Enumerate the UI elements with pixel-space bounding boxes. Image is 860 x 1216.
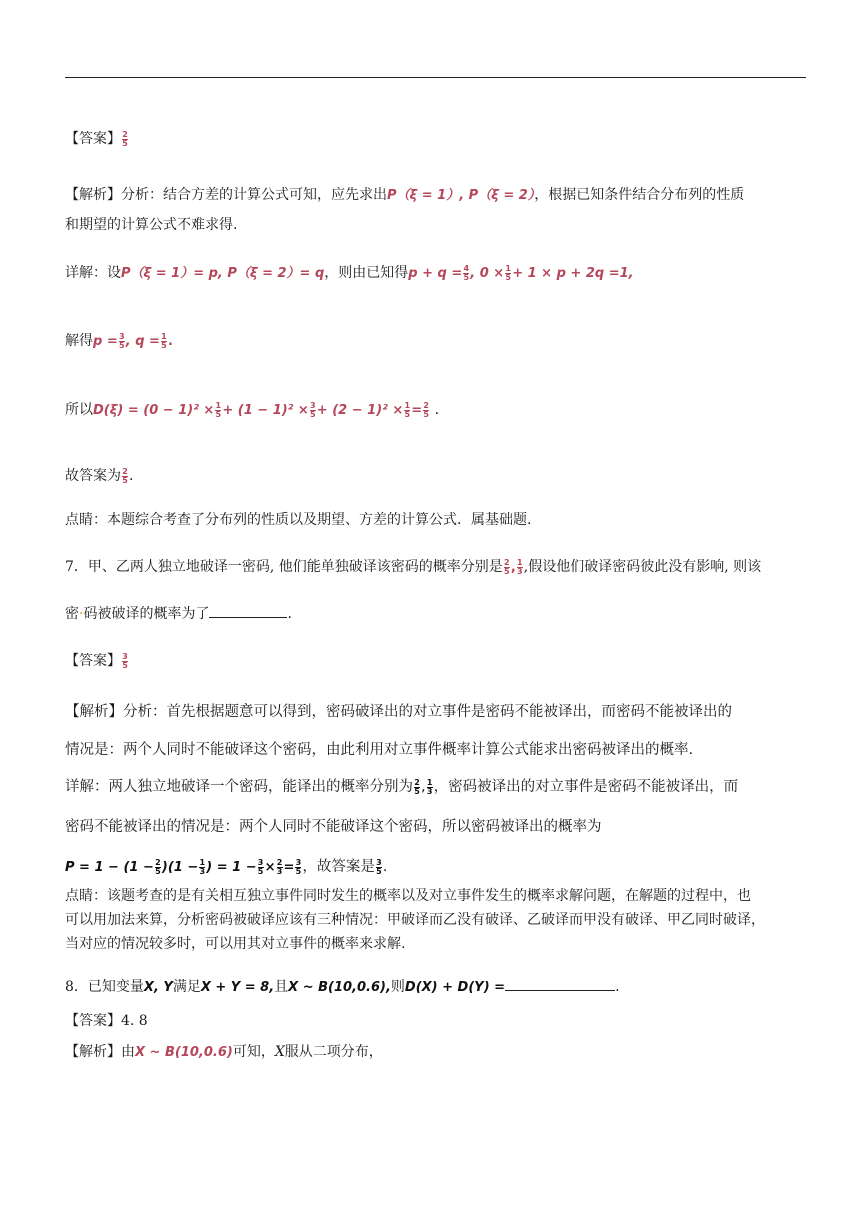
q7-comment-line2: 可以用加法来算，分析密码被破译应该有三种情况：甲破译而乙没有破译、乙破译而甲没有破译、甲乙同时破译， bbox=[65, 912, 765, 928]
q6-answer-line bbox=[65, 129, 129, 149]
q8-answer-line: 【答案】4. 8 bbox=[65, 1013, 148, 1029]
q6-final-line: 故答案为 $\frac{2}{5}$ . bbox=[65, 466, 134, 485]
q6-variance-line: 所以D(ξ) = (0 − 1)² × $\frac{1}{5}$ + (1 − 1)² × $\frac{3}{5}$ + (2 − 1)² × $\frac{1}{5}$ = $\frac{2}{5}$ . bbox=[65, 400, 440, 419]
answer-blank bbox=[209, 603, 287, 618]
q6-detail-line: 详解：设P（ξ = 1）= p, P（ξ = 2）= q，则由已知得p + q = $\frac{4}{5}$ , 0 × $\frac{1}{5}$ + 1 × p + 2q =1, bbox=[65, 263, 634, 282]
q8-question-line: 8．已知变量X, Y满足X + Y = 8,且X ~ B(10,0.6),则D(X) + D(Y) = . bbox=[65, 976, 620, 998]
q7-answer-line: 【答案】 $\frac{3}{5}$ bbox=[65, 651, 128, 670]
q7-detail-line2: 密码不能被译出的情况是：两个人同时不能破译这个密码，所以密码被译出的概率为 bbox=[65, 819, 602, 835]
header-rule bbox=[65, 77, 806, 78]
q6-analysis-line2: 和期望的计算公式不难求得. bbox=[65, 217, 238, 233]
answer-blank bbox=[505, 976, 615, 991]
answer-label: 【答案】 bbox=[65, 131, 121, 147]
q7-analysis-line2: 情况是：两个人同时不能破译这个密码，由此利用对立事件概率计算公式能求出密码被译出的概率. bbox=[65, 742, 694, 758]
q7-question-line2: 密·码被破译的概率为了 . bbox=[65, 603, 292, 624]
q7-detail-line1: 详解：两人独立地破译一个密码，能译出的概率分别为 $\frac{2}{5}$ , $\frac{1}{3}$ ，密码被译出的对立事件是密码不能被译出，而 bbox=[65, 777, 739, 796]
answer-fraction: $\frac{2}{5}$ bbox=[122, 129, 128, 148]
q6-solve-line: 解得p = $\frac{3}{5}$ , q = $\frac{1}{5}$ . bbox=[65, 331, 173, 350]
q6-comment: 点睛：本题综合考查了分布列的性质以及期望、方差的计算公式．属基础题. bbox=[65, 512, 532, 528]
q7-analysis-line1: 【解析】分析：首先根据题意可以得到，密码破译出的对立事件是密码不能被译出，而密码不能被译出的 bbox=[65, 704, 732, 720]
q7-comment-line1: 点睛：该题考查的是有关相互独立事件同时发生的概率以及对立事件发生的概率求解问题，在解题的过程中，也 bbox=[65, 888, 751, 904]
q7-comment-line3: 当对应的情况较多时，可以用其对立事件的概率来求解. bbox=[65, 936, 406, 952]
q6-analysis-line1: 【解析】分析：结合方差的计算公式可知，应先求出P（ξ = 1）, P（ξ = 2），根据已知条件结合分布列的性质 bbox=[65, 187, 745, 203]
q7-question-line1: 7．甲、乙两人独立地破译一密码, 他们能单独破译该密码的概率分别是 $\frac{2}{5}$ , $\frac{1}{3}$ ,假设他们破译密码彼此没有影响, 则该 bbox=[65, 557, 762, 576]
q8-analysis-line: 【解析】由X ~ B(10,0.6)可知，X服从二项分布， bbox=[65, 1044, 383, 1060]
q7-formula-line: P = 1 − (1 − $\frac{2}{5}$ )(1 − $\frac{1}{3}$ ) = 1 − $\frac{3}{5}$ × $\frac{2}{3}$ = $\frac{3}{5}$ ，故答案是 $\frac{3}{5}$ . bbox=[65, 857, 388, 876]
